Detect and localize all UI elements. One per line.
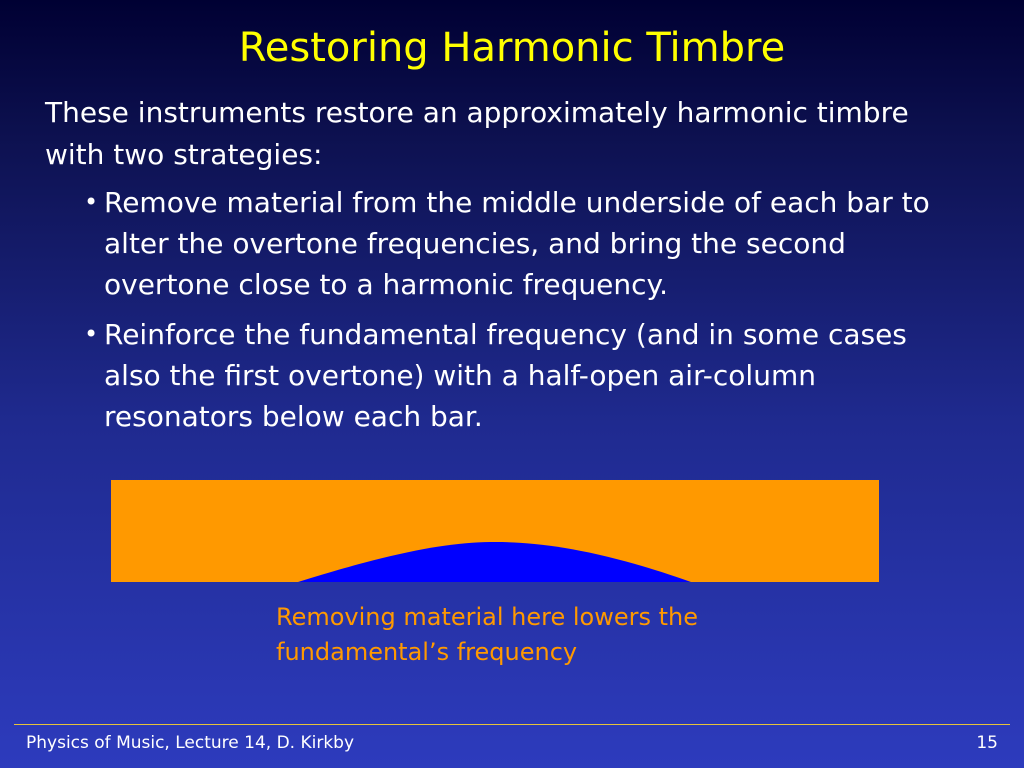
bar-diagram	[111, 480, 879, 582]
bullet-list	[80, 182, 950, 446]
footer-divider	[14, 724, 1010, 725]
bullet-text: Remove material from the middle underside of each bar to alter the overtone frequencies, and bring the second overtone close to a harmonic frequency.	[104, 186, 930, 301]
intro-text: These instruments restore an approximately harmonic timbre with two strategies:	[45, 96, 909, 171]
footer-page-number: 15	[976, 733, 998, 753]
slide-title: Restoring Harmonic Timbre	[238, 25, 786, 71]
diagram-caption: Removing material here lowers the fundamental’s frequency	[276, 603, 699, 666]
bullet-item	[80, 314, 950, 437]
bullet-text: Reinforce the fundamental frequency (and in some cases also the first overtone) with a half-open air-column resonators below each bar.	[104, 318, 907, 433]
bullet-item	[80, 182, 950, 305]
footer-course-label: Physics of Music, Lecture 14, D. Kirkby	[26, 733, 355, 753]
bullet-icon: •	[84, 188, 99, 216]
bullet-icon: •	[84, 320, 99, 348]
